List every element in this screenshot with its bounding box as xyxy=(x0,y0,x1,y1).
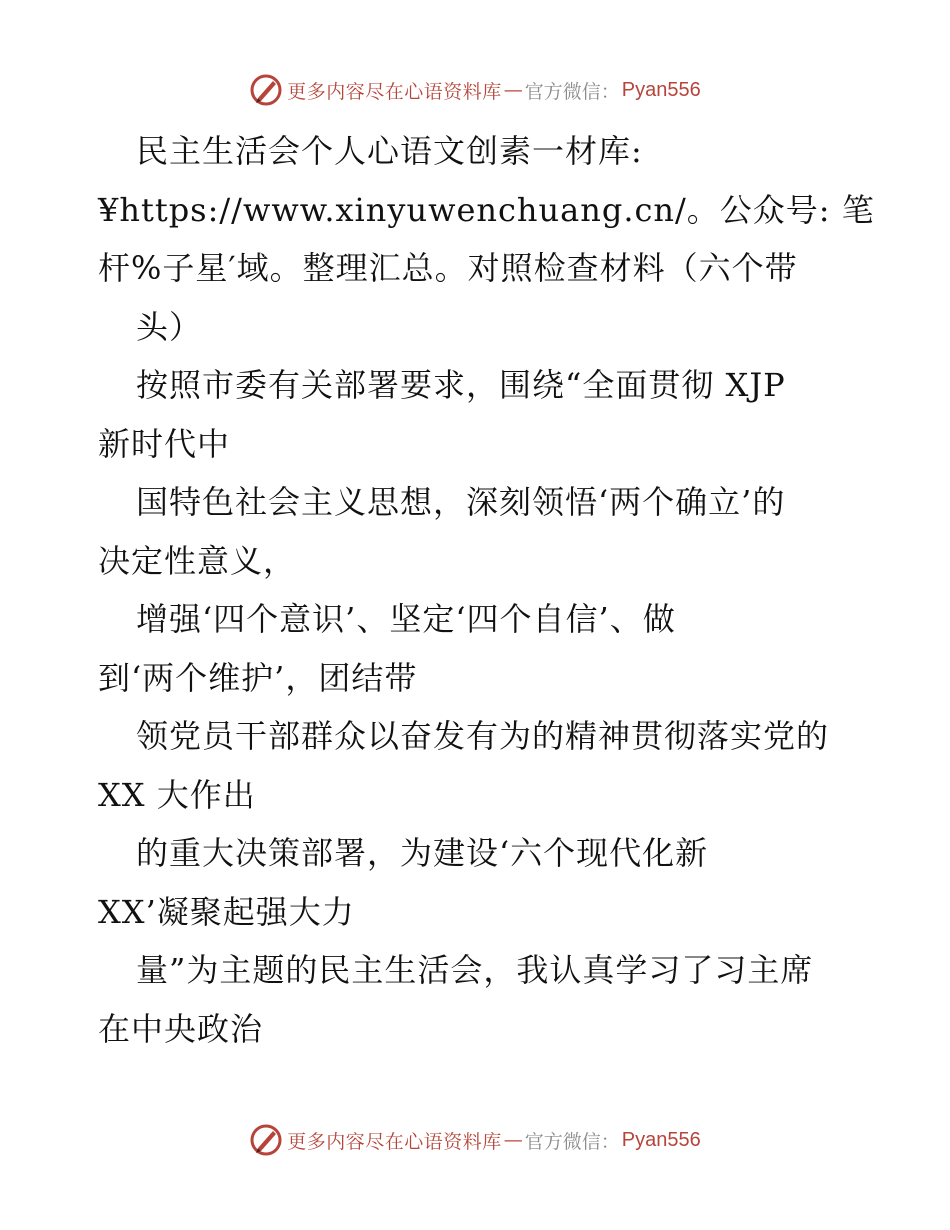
body-line: 在中央政治 xyxy=(98,1009,264,1048)
header-banner xyxy=(0,70,950,110)
body-line: 民主生活会个人心语文创素一材库: xyxy=(136,132,643,170)
banner-wechat-label: 官方微信： xyxy=(524,80,620,103)
pen-logo-icon xyxy=(249,73,283,107)
body-line: 到‘两个维护’，团结带 xyxy=(98,658,418,697)
banner-wechat-id: Pyan556 xyxy=(621,78,701,101)
body-line: 量”为主题的民主生活会，我认真学习了习主席 xyxy=(136,951,814,989)
banner-wechat-id: Pyan556 xyxy=(621,1128,701,1151)
document-body xyxy=(98,122,875,1058)
footer-banner xyxy=(0,1120,950,1160)
body-line: 领党员干部群众以奋发有为的精神贯彻落实党的 xyxy=(136,717,830,755)
banner-site-text: 更多内容尽在心语资料库 xyxy=(287,1130,502,1153)
body-line: 新时代中 xyxy=(98,424,231,463)
body-line: 杆%子星′域。整理汇总。对照检查材料（六个带 xyxy=(98,249,798,287)
body-line: XX 大作出 xyxy=(98,775,256,814)
body-line: 增强‘四个意识’、坚定‘四个自信’、做 xyxy=(136,600,676,638)
banner-wechat-label: 官方微信： xyxy=(524,1130,620,1153)
body-line: 国特色社会主义思想，深刻领悟‘两个确立’的 xyxy=(136,483,786,521)
banner-dash: — xyxy=(503,79,523,101)
body-line: ¥https://www.xinyuwenchuang.cn/。公众号: 笔 xyxy=(98,190,875,229)
body-line: 按照市委有关部署要求，围绕“全面贯彻 XJP xyxy=(136,366,786,404)
body-line: 的重大决策部署，为建设‘六个现代化新 xyxy=(136,834,709,872)
body-line: 决定性意义， xyxy=(98,541,297,580)
body-line: XX’凝聚起强大力 xyxy=(98,892,355,931)
pen-logo-icon xyxy=(249,1123,283,1157)
banner-dash: — xyxy=(503,1129,523,1151)
body-line: 头） xyxy=(136,307,203,346)
banner-site-text: 更多内容尽在心语资料库 xyxy=(287,80,502,103)
